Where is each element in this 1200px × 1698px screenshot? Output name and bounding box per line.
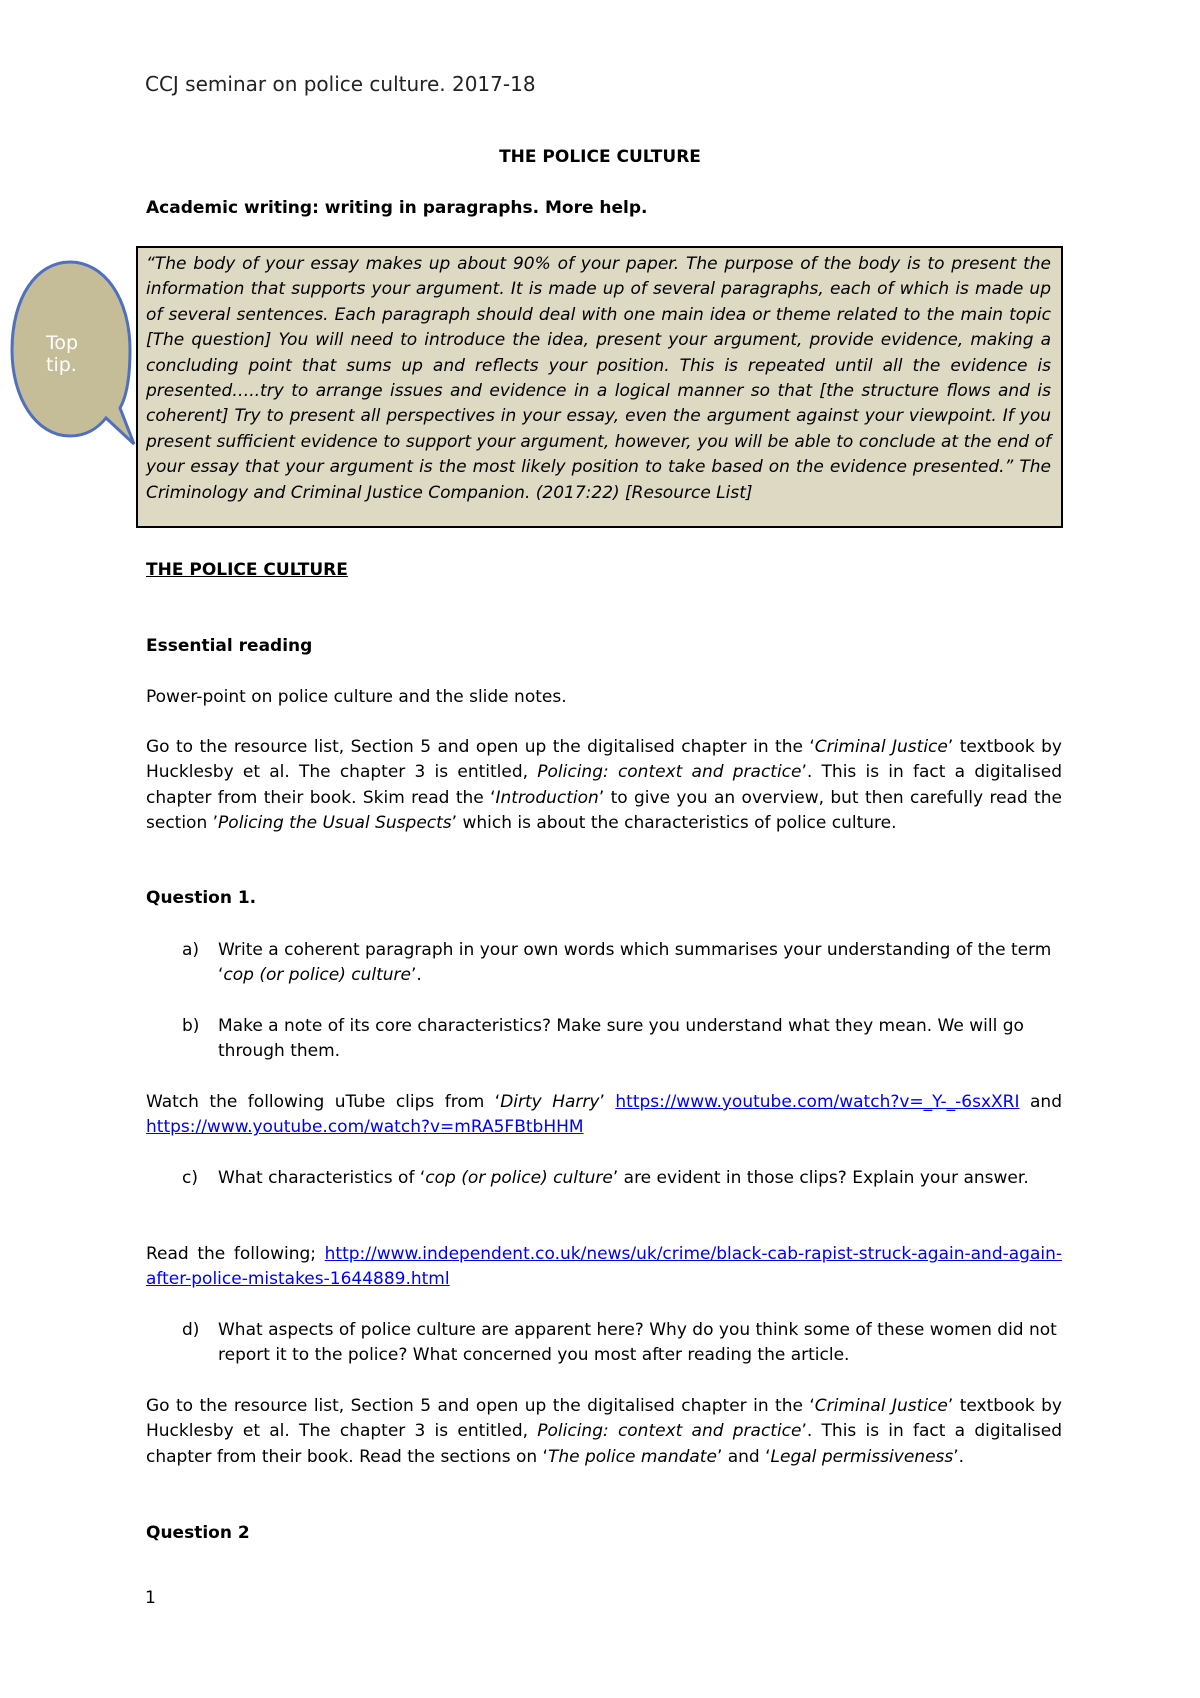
text-run: ’	[599, 1092, 616, 1112]
youtube-link-1[interactable]: https://www.youtube.com/watch?v=_Y-_-6sxXRI	[615, 1092, 1020, 1112]
page-number: 1	[145, 1588, 156, 1608]
text-run: ’ which is about the characteristics of police culture.	[451, 813, 897, 834]
text-run: Policing: context and practice	[537, 1421, 802, 1442]
quote-box: “The body of your essay makes up about 90% of your paper. The purpose of the body is to present the information that supports your argument. It is made up of several paragraphs, each of which is made up of several sentences. Each paragraph should deal with one main idea or theme related to the main topic [The question] You will need to introduce the idea, present your argument, provide evidence, making a concluding point that sums up and reflects your position. This is repeated until all the evidence is presented…..try to arrange issues and evidence in a logical manner so that [the structure flows and is coherent] Try to present all perspectives in your essay, even the argument against your viewpoint. If you present sufficient evidence to support your argument, however, you will be able to conclude at the end of your essay that your argument is the most likely position to take based on the evidence presented.” The Criminology and Criminal Justice Companion. (2017:22) [Resource List]	[136, 246, 1063, 528]
text-run: cop (or police) culture	[425, 1168, 613, 1188]
list-item-d	[182, 1318, 1062, 1369]
text-run: ’ to give you an overview, but then carefully read the section ’	[146, 787, 1062, 834]
list-item-text: What aspects of police culture are apparent here? Why do you think some of these women did not report it to the police? What concerned you most after reading the article.	[218, 1320, 1057, 1366]
text-run: Criminal Justice	[814, 737, 948, 757]
text-run: Legal permissiveness	[770, 1446, 954, 1467]
list-marker: c)	[182, 1168, 198, 1188]
document-title: THE POLICE CULTURE	[499, 147, 701, 167]
text-run: Go to the resource list, Section 5 and open up the digitalised chapter in the ‘	[146, 737, 815, 757]
text-run: Criminal Justice	[814, 1396, 948, 1416]
list-item-a	[182, 938, 1062, 989]
essential-reading-heading: Essential reading	[146, 636, 313, 656]
list-item-text	[218, 1166, 1062, 1191]
list-marker: b)	[182, 1016, 200, 1036]
text-run: What characteristics of ‘	[218, 1168, 426, 1188]
list-item-text: Make a note of its core characteristics? Make sure you understand what they mean. We will go through them.	[218, 1016, 1024, 1062]
text-run: Policing: context and practice	[537, 762, 802, 783]
top-tip-label	[46, 332, 78, 376]
text-run: ’ textbook by Hucklesby et al. The chapter 3 is entitled,	[146, 737, 1062, 783]
text-run: Go to the resource list, Section 5 and open up the digitalised chapter in the ‘	[146, 1396, 815, 1416]
list-marker: a)	[182, 940, 200, 960]
text-run: The police mandate	[547, 1446, 717, 1467]
list-item-text	[218, 938, 1062, 989]
list-item-b	[182, 1014, 1062, 1065]
list-item-c	[182, 1166, 1062, 1191]
text-run: Dirty Harry	[500, 1092, 600, 1112]
text-run: ’.	[953, 1446, 965, 1467]
resource-paragraph-2	[146, 1394, 1062, 1470]
top-tip-line1: Top	[46, 332, 79, 354]
text-run: ’. This is in fact a digitalised chapter from their book. Read the sections on ‘	[146, 1421, 1062, 1467]
text-run: ’ textbook by Hucklesby et al. The chapter 3 is entitled,	[146, 1396, 1062, 1442]
academic-writing-subheading: Academic writing: writing in paragraphs. More help.	[146, 198, 648, 218]
resource-paragraph-1	[146, 735, 1062, 837]
independent-article-link[interactable]: http://www.independent.co.uk/news/uk/crime/black-cab-rapist-struck-again-and-again-after-police-mistakes-1644889.html	[146, 1244, 1062, 1290]
list-marker: d)	[182, 1320, 200, 1340]
text-run: Introduction	[495, 787, 599, 808]
section-title: THE POLICE CULTURE	[146, 560, 348, 580]
page-header: CCJ seminar on police culture. 2017-18	[145, 72, 536, 96]
read-article-paragraph	[146, 1242, 1062, 1293]
top-tip-line2: tip.	[46, 354, 77, 376]
text-run: Watch the following uTube clips from ‘	[146, 1092, 501, 1112]
text-run: ’.	[411, 965, 422, 986]
youtube-link-2[interactable]: https://www.youtube.com/watch?v=mRA5FBtbHHM	[146, 1117, 584, 1138]
text-run: Read the following;	[146, 1244, 325, 1264]
text-run: ’ and ‘	[716, 1446, 771, 1467]
text-run: Write a coherent paragraph in your own words which summarises your understanding of the term ‘	[218, 940, 1052, 986]
text-run: ’ are evident in those clips? Explain your answer.	[612, 1168, 1029, 1188]
text-run: and	[1019, 1092, 1062, 1112]
text-run: cop (or police) culture	[223, 965, 411, 986]
question-2-heading: Question 2	[146, 1523, 250, 1543]
text-run: Policing the Usual Suspects	[218, 813, 452, 834]
question-1-heading: Question 1.	[146, 888, 257, 908]
powerpoint-text: Power-point on police culture and the slide notes.	[146, 687, 567, 707]
text-run: ’. This is in fact a digitalised chapter from their book. Skim read the ‘	[146, 762, 1062, 808]
watch-clips-paragraph	[146, 1090, 1062, 1141]
